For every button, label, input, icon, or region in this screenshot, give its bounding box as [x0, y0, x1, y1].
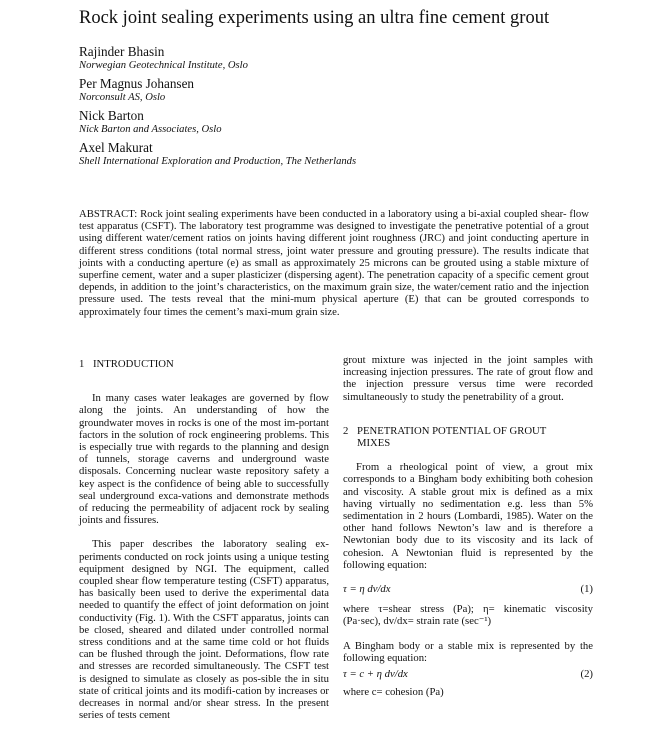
abstract: ABSTRACT: Rock joint sealing experiments have been conducted in a laboratory using a bi-axial coupled shear- flow test apparatus (CSFT). The laboratory test programme was designed to investigate the penetrative potential of a grout using different water/cement ratios on joints having different joint roughness (JRC) and joint conducting aperture in different stress conditions (total normal stress, joint water pressure and grouting pressure). The results indicate that joints with a conducting aperture (e) as small as approximately 25 microns can be grouted using a stable mixture of superfine cement, water and a super plasticizer (dispersing agent). The penetration capacity of a specific cement grout depends, in addition to the joint’s characteristics, on the maximum grain size, the water/cement ratio and the injection pressure used. The tests reveal that the mini-mum physical aperture (E) that can be grouted corresponds to approximately four times the cement’s maxi-mum grain size. — [79, 208, 589, 318]
section-heading-introduction — [79, 358, 329, 370]
author-block — [79, 44, 599, 72]
author-name: Nick Barton — [79, 108, 144, 123]
section-heading-penetration — [343, 425, 593, 449]
body-paragraph: In many cases water leakages are governed by flow along the joints. An understanding of how the groundwater moves in rocks is one of the most im-portant factors in the solution of rock engineering problems. This is especially true with regards to the planning and design of tunnels, storage caverns and underground waste disposals. Concerning nuclear waste repository safety a key aspect is the confidence of being able to successfully seal underground exca-vations and demonstrate methods of reducing the permeability of adjacent rock by sealing joints and fissures. — [79, 392, 329, 527]
author-block — [79, 140, 599, 168]
author-affiliation: Shell International Exploration and Production, The Netherlands — [79, 156, 357, 167]
author-block — [79, 76, 599, 104]
equation-2 — [343, 668, 593, 680]
equation-text: τ = η dv/dx — [343, 583, 391, 596]
author-list — [79, 44, 599, 172]
body-paragraph: From a rheological point of view, a grout mix corresponds to a Bingham body exhibiting both cohesion and viscosity. A stable grout mix is defined as a mix having virtually no sedimentation e.g. less than 5% sedimentation in 2 hours (Lombardi, 1985). Water on the other hand follows Newton’s law and is therefore a Newtonian body due to its viscosity and its lack of cohesion. A Newtonian fluid is represented by the following equation: — [343, 461, 593, 571]
equation-where: where τ=shear stress (Pa); η= kinematic viscosity (Pa·sec), dv/dx= strain rate (sec⁻¹) — [343, 603, 593, 628]
equation-text: τ = c + η dv/dx — [343, 668, 408, 681]
author-name: Rajinder Bhasin — [79, 44, 165, 59]
paper-title: Rock joint sealing experiments using an ultra fine cement grout — [79, 8, 550, 28]
author-name: Axel Makurat — [79, 140, 153, 155]
author-affiliation: Nick Barton and Associates, Oslo — [79, 124, 222, 135]
author-affiliation: Norwegian Geotechnical Institute, Oslo — [79, 60, 248, 71]
body-paragraph: grout mixture was injected in the joint samples with increasing injection pressures. The rate of grout flow and the injection pressure versus time were recorded simultaneously to study the penetrability of a grout. — [343, 354, 593, 403]
section-number: 1 — [79, 358, 85, 370]
author-affiliation: Norconsult AS, Oslo — [79, 92, 166, 103]
equation-where: where c= cohesion (Pa) — [343, 686, 444, 699]
equation-number: (2) — [580, 668, 593, 681]
section-title: INTRODUCTION — [93, 358, 174, 370]
body-paragraph: A Bingham body or a stable mix is represented by the following equation: — [343, 639, 593, 664]
body-paragraph: This paper describes the laboratory sealing ex-periments conducted on rock joints using a unique testing equipment designed by NGI. The equipment, called coupled shear flow temperature testing (CSFT) apparatus, has basically been used to derive the experimental data needed to quantify the effect of joint deformation on joint conductivity (Fig. 1). With the CSFT apparatus, joints can be closed, sheared and dilated under controlled normal stress conditions and at the same time cold or hot fluids can be flushed through the joint. Deformations, flow rate and stresses are recorded simultaneously. The CSFT test is designed to simulate as closely as pos-sible the in situ state of critical joints and its modifi-cation by increases or decreases in normal and/or shear stress. In the present series of tests cement — [79, 538, 329, 722]
equation-1 — [343, 583, 593, 595]
section-title: PENETRATION POTENTIAL OF GROUT MIXES — [357, 424, 547, 450]
right-column — [343, 354, 593, 698]
section-number: 2 — [343, 424, 349, 437]
left-column — [79, 358, 329, 721]
author-block — [79, 108, 599, 136]
author-name: Per Magnus Johansen — [79, 76, 195, 91]
equation-number: (1) — [580, 583, 593, 596]
